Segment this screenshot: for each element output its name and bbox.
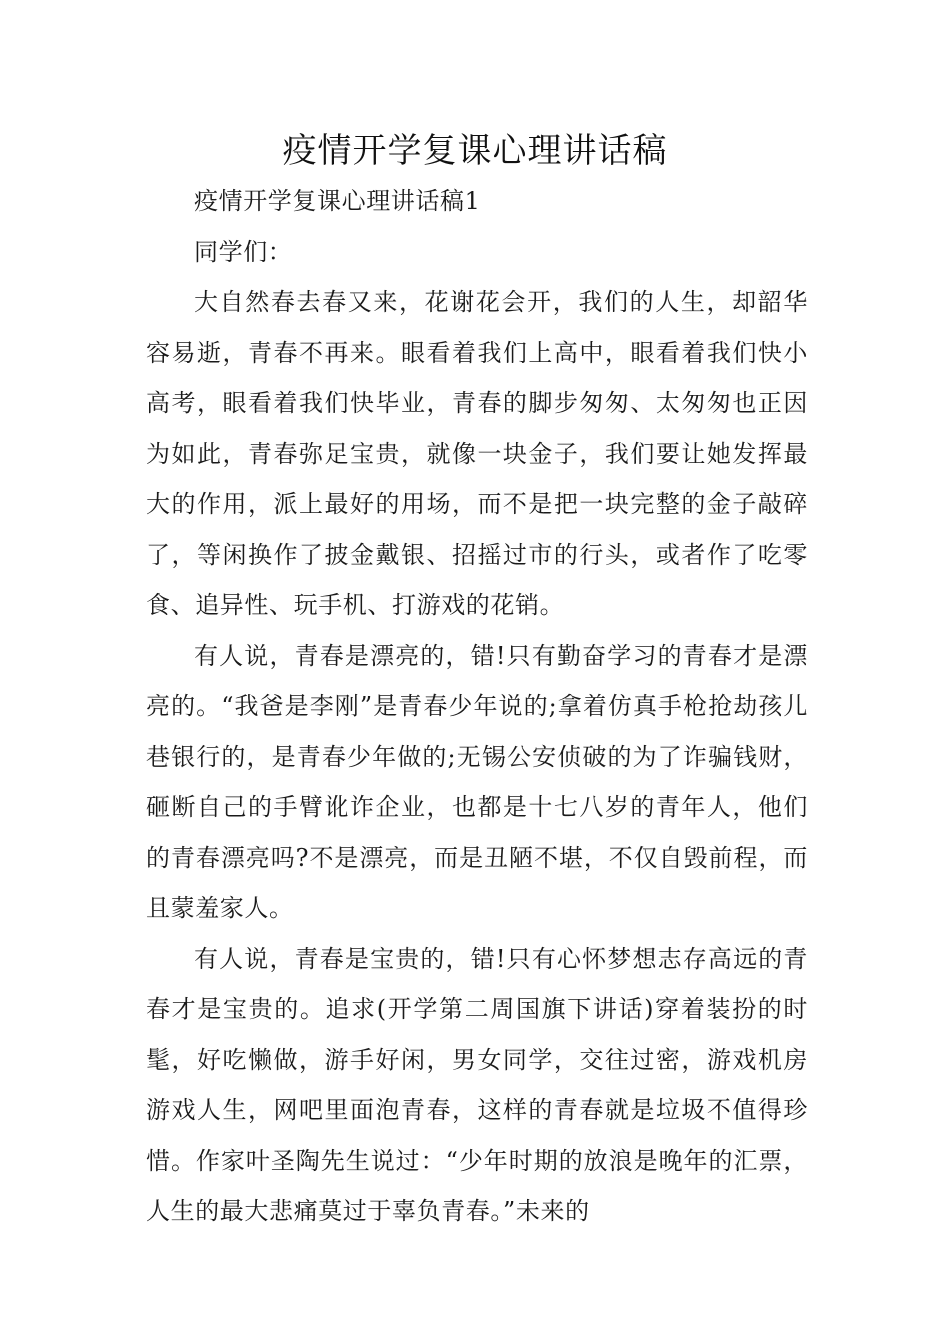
paragraph-subtitle: 疫情开学复课心理讲话稿1 <box>194 187 481 215</box>
paragraph-2: 有人说，青春是漂亮的，错!只有勤奋学习的青春才是漂亮的。“我爸是李刚”是青春少年说的;拿着仿真手枪抢劫孩儿巷银行的，是青春少年做的;无锡公安侦破的为了诈骗钱财，砸断自己的手臂讹诈企业，也都是十七八岁的青年人，他们的青春漂亮吗?不是漂亮，而是丑陋不堪，不仅自毁前程，而且蒙羞家人。 <box>146 641 808 922</box>
paragraph-salutation: 同学们： <box>194 237 293 266</box>
paragraph-3: 有人说，青春是宝贵的，错!只有心怀梦想志存高远的青春才是宝贵的。追求(开学第二周国旗下讲话)穿着装扮的时髦，好吃懒做，游手好闲，男女同学，交往过密，游戏机房游戏人生，网吧里面泡青春，这样的青春就是垃圾不值得珍惜。作家叶圣陶先生说过：“少年时期的放浪是晚年的汇票，人生的最大悲痛莫过于辜负青春。”未来的 <box>146 944 808 1225</box>
document-body <box>146 176 808 1237</box>
document-title: 疫情开学复课心理讲话稿 <box>282 131 668 171</box>
paragraph-1: 大自然春去春又来，花谢花会开，我们的人生，却韶华容易逝，青春不再来。眼看着我们上高中，眼看着我们快小高考，眼看着我们快毕业，青春的脚步匆匆、太匆匆也正因为如此，青春弥足宝贵，就像一块金子，我们要让她发挥最大的作用，派上最好的用场，而不是把一块完整的金子敲碎了，等闲换作了披金戴银、招摇过市的行头，或者作了吃零食、追异性、玩手机、打游戏的花销。 <box>146 288 808 619</box>
